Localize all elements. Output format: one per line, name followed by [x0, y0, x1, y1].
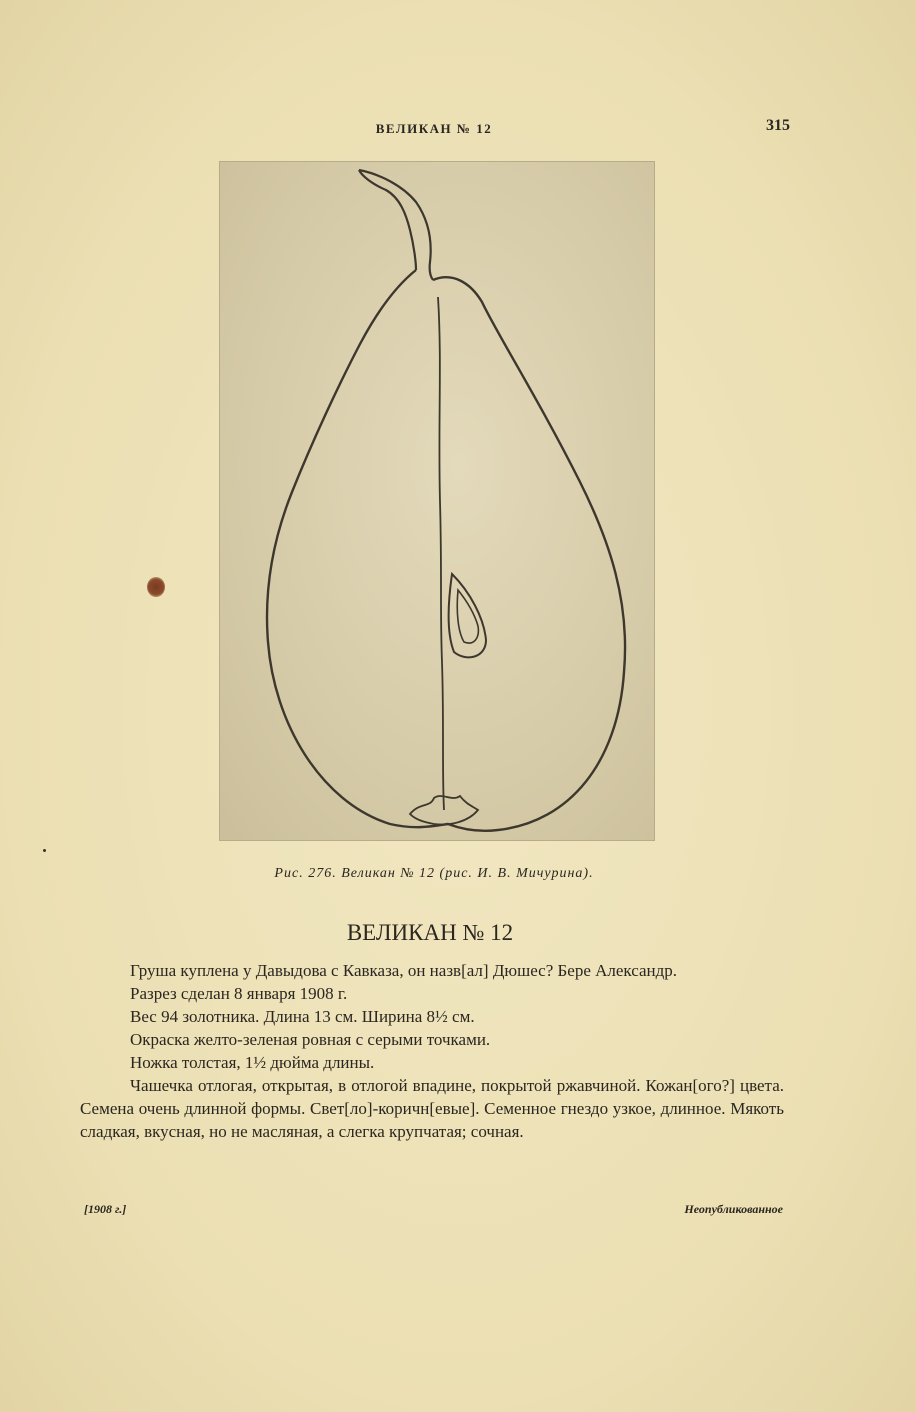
pear-stem	[359, 170, 433, 280]
pear-illustration	[219, 161, 655, 841]
article-body	[80, 959, 784, 1143]
pear-core-line	[438, 297, 444, 810]
paragraph-color: Окраска желто-зеленая ровная с серыми точками.	[130, 1030, 491, 1049]
pear-outline	[267, 270, 625, 831]
seed	[457, 590, 478, 643]
paragraph-description: Чашечка отлогая, открытая, в отлогой впадине, покрытой ржавчиной. Кожан[ого?] цвета. Семена очень длинной формы. Свет[ло]-коричн[евые]. Семенное гнездо узкое, длинное. Мякоть сладкая, вкусная, но не масляная, а слегка крупчатая; сочная.	[80, 1076, 784, 1141]
figure-caption: Рис. 276. Великан № 12 (рис. И. В. Мичурина).	[274, 866, 594, 881]
article-heading: ВЕЛИКАН № 12	[346, 920, 514, 945]
footer-status-note: Неопубликованное	[684, 1202, 783, 1216]
page-number: 315	[766, 117, 790, 134]
paragraph-weight-size: Вес 94 золотника. Длина 13 см. Ширина 8½ см.	[130, 1007, 475, 1026]
running-title: ВЕЛИКАН № 12	[375, 121, 493, 136]
seed-cavity	[449, 574, 487, 657]
paper-speck	[43, 849, 46, 852]
pear-cross-section-drawing	[220, 162, 654, 840]
ink-stain	[147, 577, 165, 597]
paragraph-stem: Ножка толстая, 1½ дюйма длины.	[130, 1053, 375, 1072]
footer-date-note: [1908 г.]	[84, 1202, 127, 1216]
paragraph-cut-date: Разрез сделан 8 января 1908 г.	[130, 984, 348, 1003]
paragraph-purchase: Груша куплена у Давыдова с Кавказа, он назв[ал] Дюшес? Бере Александр.	[130, 961, 678, 980]
